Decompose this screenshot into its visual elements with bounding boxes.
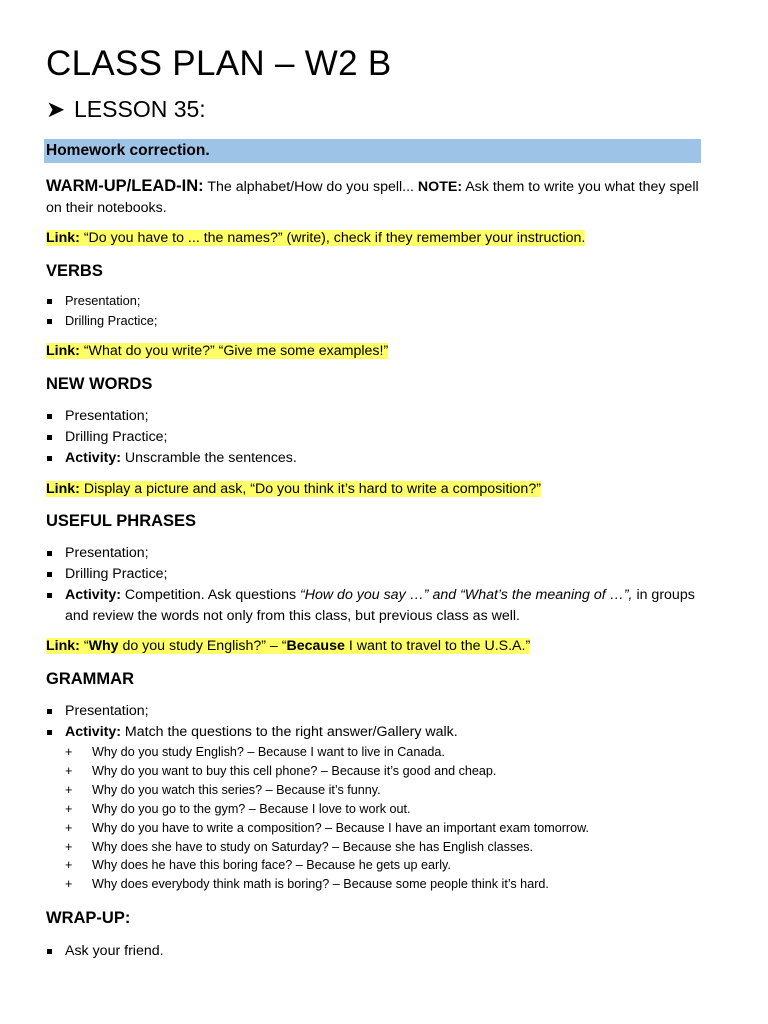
- link-label: Link:: [46, 638, 80, 654]
- verbs-list: [46, 291, 346, 331]
- new-words-heading: NEW WORDS: [46, 375, 153, 393]
- page-title: CLASS PLAN – W2 B: [46, 44, 392, 83]
- list-item: Ask your friend.: [46, 941, 706, 962]
- example-item: + Why do you watch this series? – Because it’s funny.: [46, 781, 706, 800]
- example-item: + Why does he have this boring face? – Because he gets up early.: [46, 856, 706, 875]
- grammar-examples-list: [46, 743, 706, 894]
- list-item: Presentation;: [46, 701, 706, 722]
- warmup-note-text: Ask them to write you what they spell on their notebooks.: [46, 179, 699, 216]
- why-word: Why: [88, 638, 119, 654]
- grammar-list: [46, 701, 706, 743]
- link-4: [46, 636, 530, 657]
- useful-phrases-heading: USEFUL PHRASES: [46, 512, 197, 530]
- homework-banner: [44, 139, 701, 163]
- lesson-label: LESSON 35:: [74, 96, 206, 122]
- arrow-bullet-icon: ➤: [46, 96, 66, 122]
- link-text: do you study English?” – “: [118, 638, 287, 654]
- activity-text: Match the questions to the right answer/Gallery walk.: [120, 724, 458, 740]
- useful-phrases-list: [46, 543, 706, 627]
- link-label: Link:: [46, 230, 80, 246]
- warmup-section: [46, 176, 706, 219]
- list-item: Drilling Practice;: [46, 564, 706, 585]
- example-item: + Why do you study English? – Because I want to live in Canada.: [46, 743, 706, 762]
- list-item: Presentation;: [46, 291, 346, 311]
- link-text: “Do you have to ... the names?” (write), check if they remember your instruction.: [79, 230, 586, 246]
- activity-label: Activity:: [65, 724, 121, 740]
- list-item: Drilling Practice;: [46, 311, 346, 331]
- list-item: Presentation;: [46, 406, 706, 427]
- note-label: NOTE:: [417, 179, 463, 195]
- example-item: + Why do you have to write a composition? – Because I have an important exam tomorrow.: [46, 819, 706, 838]
- link-label: Link:: [46, 481, 80, 497]
- wrapup-list: [46, 941, 706, 962]
- link-label: Link:: [46, 343, 80, 359]
- activity-label: Activity:: [65, 450, 121, 466]
- example-item: + Why does everybody think math is boring? – Because some people think it’s hard.: [46, 875, 706, 894]
- list-item: [46, 722, 706, 743]
- link-text: I want to travel to the U.S.A.”: [344, 638, 531, 654]
- example-item: + Why do you want to buy this cell phone? – Because it’s good and cheap.: [46, 762, 706, 781]
- list-item: Presentation;: [46, 543, 706, 564]
- link-2: [46, 341, 388, 362]
- activity-example-questions: “How do you say …” and “What’s the meaning of …”,: [300, 587, 633, 603]
- because-word: Because: [286, 638, 345, 654]
- link-text: “Give me some examples!”: [218, 343, 389, 359]
- example-item: + Why do you go to the gym? – Because I love to work out.: [46, 800, 706, 819]
- link-3: [46, 479, 541, 500]
- link-text: “: [79, 638, 89, 654]
- lesson-heading: [46, 96, 206, 123]
- list-item: Drilling Practice;: [46, 427, 706, 448]
- grammar-heading: GRAMMAR: [46, 670, 134, 688]
- link-text: “What do you write?”: [79, 343, 219, 359]
- activity-text: Unscramble the sentences.: [120, 450, 297, 466]
- example-item: + Why does she have to study on Saturday? – Because she has English classes.: [46, 838, 706, 857]
- list-item: [46, 585, 706, 627]
- new-words-list: [46, 406, 706, 469]
- activity-text-continued: in groups and review the words not only from this class, but previous class as well.: [65, 587, 695, 624]
- warmup-text: The alphabet/How do you spell...: [203, 179, 418, 195]
- link-1: [46, 228, 585, 249]
- activity-label: Activity:: [65, 587, 121, 603]
- link-text: Display a picture and ask, “Do you think it’s hard to write a composition?”: [79, 481, 541, 497]
- warmup-heading: WARM-UP/LEAD-IN:: [46, 177, 204, 195]
- homework-label: Homework correction.: [46, 142, 210, 159]
- verbs-heading: VERBS: [46, 262, 103, 280]
- wrapup-heading: WRAP-UP:: [46, 909, 131, 927]
- activity-text: Competition. Ask questions: [120, 587, 300, 603]
- list-item: [46, 448, 706, 469]
